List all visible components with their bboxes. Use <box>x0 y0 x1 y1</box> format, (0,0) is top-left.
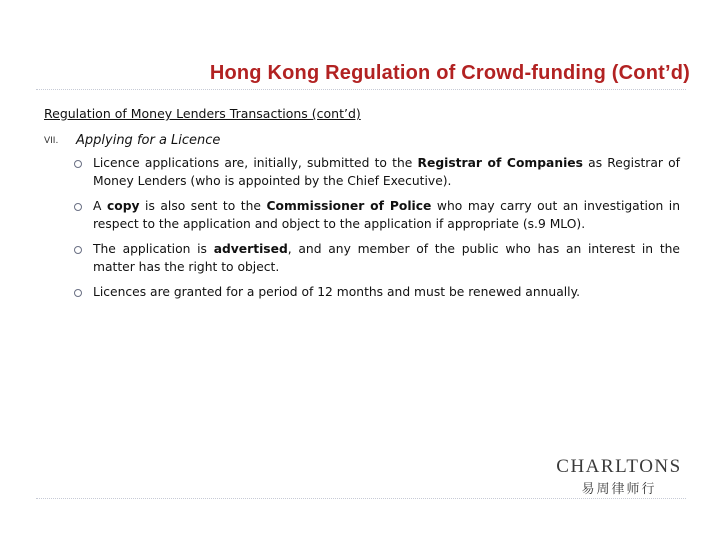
logo-chinese: 易周律师行 <box>581 482 657 497</box>
circle-bullet-icon <box>74 289 82 297</box>
circle-bullet-icon <box>74 246 82 254</box>
section-heading: Regulation of Money Lenders Transactions (cont’d) <box>44 106 361 121</box>
top-divider <box>36 89 686 90</box>
bold-term: advertised <box>213 242 288 256</box>
slide-title: Hong Kong Regulation of Crowd-funding (Cont’d) <box>209 62 690 84</box>
item-numeral: VII. <box>44 136 59 146</box>
bold-term: Commissioner of Police <box>266 199 432 213</box>
list-item: Licence applications are, initially, submitted to the Registrar of Companies as Registrar of Money Lenders (who is appointed by the Chief Executive). <box>74 154 680 190</box>
list-item: A copy is also sent to the Commissioner of Police who may carry out an investigation in respect to the application and object to the application if appropriate (s.9 MLO). <box>74 197 680 233</box>
bold-term: copy <box>106 199 140 213</box>
charltons-logo <box>556 456 682 497</box>
item-title: Applying for a Licence <box>76 133 221 148</box>
circle-bullet-icon <box>74 203 82 211</box>
logo-english: CHARLTONS <box>556 456 682 477</box>
list-item: The application is advertised, and any member of the public who has an interest in the matter has the right to object. <box>74 240 680 276</box>
bullet-list <box>74 154 680 308</box>
circle-bullet-icon <box>74 160 82 168</box>
bottom-divider <box>36 498 686 499</box>
bold-term: Registrar of Companies <box>417 156 583 170</box>
list-item: Licences are granted for a period of 12 months and must be renewed annually. <box>74 283 680 301</box>
